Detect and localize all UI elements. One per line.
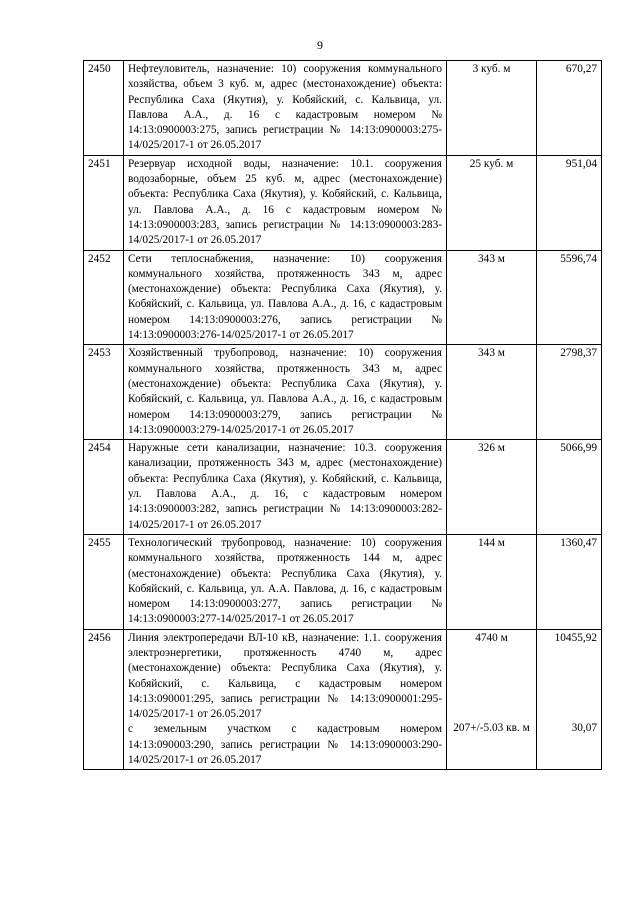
row-number: 2455 [84,534,124,629]
land-plot-description: с земельным участком с кадастровым номером 14:13:090003:290, запись регистрации № 14:13:0900003:290-14/025/2017-1 от 26.05.2017 [128,723,442,767]
row-number: 2452 [84,250,124,345]
table-row [84,440,602,535]
object-description: Нефтеуловитель, назначение: 10) сооружения коммунального хозяйства, объем 3 куб. м, адрес (местонахождение) объекта: Республика Саха (Якутия), у. Кобяйский, с. Кальвица, ул. Павлова А.А., д. 16 с кадастровым номером № 14:13:0900003:275, запись регистрации № 14:13:0900003:275-14/025/2017-1 от 26.05.2017 [124,61,447,156]
object-quantity: 25 куб. м [447,155,537,250]
row-number: 2451 [84,155,124,250]
object-description-main: Линия электропередачи ВЛ-10 кВ, назначение: 1.1. сооружения электроэнергетики, протяженность 4740 м, адрес (местонахождение) объекта: Республика Саха (Якутия), у. Кобяйский, с. Кальвица, с кадастровым номером 14:13:090001:295, запись регистрации № 14:13:0900001:295-14/025/2017-1 от 26.05.2017 [128,631,442,721]
object-description [124,629,447,770]
table-row [84,345,602,440]
row-number: 2453 [84,345,124,440]
property-registry-table [83,60,602,770]
object-description: Хозяйственный трубопровод, назначение: 10) сооружения коммунального хозяйства, протяженность 343 м, адрес (местонахождение) объекта: Республика Саха (Якутия), у. Кобяйский, с. Кальвица, ул. Павлова А.А., д. 16, с кадастровым номером 14:13:0900003:279, запись регистрации № 14:13:0900003:279-14/025/2017-1 от 26.05.2017 [124,345,447,440]
table-row [84,155,602,250]
object-quantity: 343 м [447,345,537,440]
object-description: Технологический трубопровод, назначение: 10) сооружения коммунального хозяйства, протяженность 144 м, адрес (местонахождение) объекта: Республика Саха (Якутия), у. Кобяйский, с. Кальвица, ул. А.А. Павлова, д. 16, с кадастровым номером 14:13:0900003:277, запись регистрации № 14:13:0900003:277-14/025/2017-1 от 26.05.2017 [124,534,447,629]
object-value: 5596,74 [537,250,602,345]
row-number: 2456 [84,629,124,770]
object-value: 1360,47 [537,534,602,629]
object-quantity: 3 куб. м [447,61,537,156]
object-value [537,629,602,770]
table-row [84,629,602,770]
spacer [541,646,597,676]
row-number: 2450 [84,61,124,156]
row-number: 2454 [84,440,124,535]
object-description: Сети теплоснабжения, назначение: 10) сооружения коммунального хозяйства, протяженность 343 м, адрес (местонахождение) объекта: Республика Саха (Якутия), у. Кобяйский, с. Кальвица, ул. Павлова А.А., д. 16, с кадастровым номером 14:13:0900003:276, запись регистрации № 14:13:0900003:276-14/025/2017-1 от 26.05.2017 [124,250,447,345]
object-quantity: 326 м [447,440,537,535]
page-number: 9 [317,38,323,52]
object-value: 951,04 [537,155,602,250]
object-value: 5066,99 [537,440,602,535]
object-quantity [447,629,537,770]
table-row [84,250,602,345]
land-plot-area: 207+/-5.03 кв. м [453,721,530,734]
object-quantity: 343 м [447,250,537,345]
object-description: Наружные сети канализации, назначение: 10.3. сооружения канализации, протяженность 343 м, адрес (местонахождение) объекта: Республика Саха (Якутия), у. Кобяйский, с. Кальвица, ул. Павлова А.А., д. 16, с кадастровым номером 14:13:0900003:282, запись регистрации № 14:13:0900003:282-14/025/2017-1 от 26.05.2017 [124,440,447,535]
spacer [451,646,532,676]
object-description: Резервуар исходной воды, назначение: 10.1. сооружения водозаборные, объем 25 куб. м, адрес (местонахождение) объекта: Республика Саха (Якутия), у. Кобяйский, с. Кальвица, ул. Павлова А.А., д. 16 с кадастровым номером № 14:13:0900003:283, запись регистрации № 14:13:0900003:283-14/025/2017-1 от 26.05.2017 [124,155,447,250]
table-row [84,534,602,629]
line-length: 4740 м [475,631,508,644]
object-quantity: 144 м [447,534,537,629]
land-plot-value: 30,07 [571,721,597,734]
table-row [84,61,602,156]
object-value: 2798,37 [537,345,602,440]
line-value: 10455,92 [554,631,597,644]
object-value: 670,27 [537,61,602,156]
